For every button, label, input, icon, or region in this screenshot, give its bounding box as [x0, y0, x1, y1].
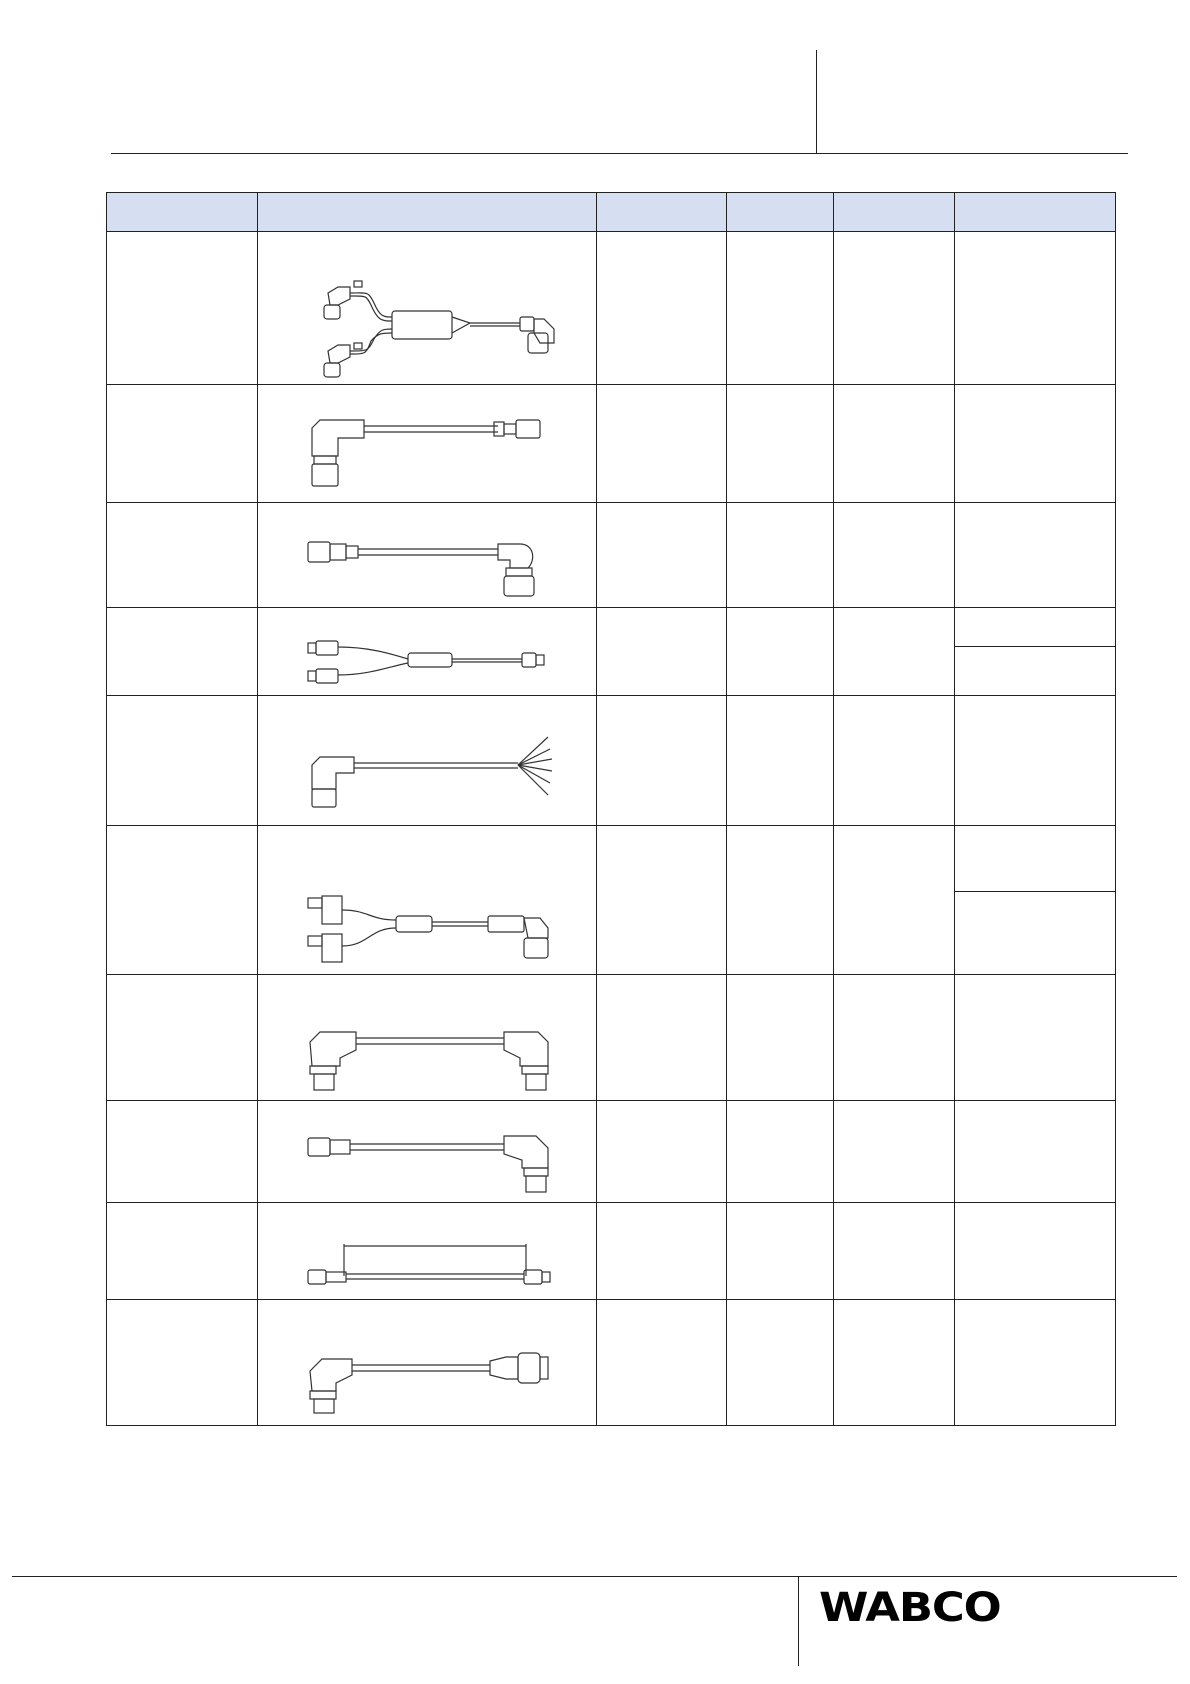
straight-cable-with-length-drawing	[258, 1204, 597, 1298]
table-cell	[833, 608, 954, 696]
table-cell	[726, 503, 833, 608]
split-cell	[954, 608, 1115, 696]
table-row	[107, 385, 1116, 503]
footer-rule	[12, 1576, 1177, 1577]
cable-drawing-cell	[258, 385, 597, 503]
column-header	[954, 193, 1115, 232]
table-cell	[954, 232, 1115, 385]
cable-drawing-cell	[258, 975, 597, 1101]
table-cell	[833, 975, 954, 1101]
table-row	[107, 608, 1116, 696]
sub-cell	[955, 647, 1115, 695]
wabco-logo: WABCO	[819, 1585, 1001, 1631]
table-cell	[597, 1101, 726, 1203]
part-number-cell	[107, 385, 258, 503]
table-cell	[833, 232, 954, 385]
part-number-cell	[107, 608, 258, 696]
y-splitter-plugs-drawing	[258, 609, 597, 694]
table-row	[107, 232, 1116, 385]
sub-cell	[955, 608, 1115, 647]
table-row	[107, 975, 1116, 1101]
angled-to-angled-cable-drawing	[258, 976, 597, 1099]
table-cell	[597, 975, 726, 1101]
sub-cell	[955, 892, 1115, 974]
table-cell	[833, 1300, 954, 1426]
y-splitter-valve-drawing	[258, 828, 597, 973]
part-number-cell	[107, 232, 258, 385]
table-cell	[597, 826, 726, 975]
table-cell	[726, 1101, 833, 1203]
table-row	[107, 503, 1116, 608]
table-cell	[833, 826, 954, 975]
sub-cell	[955, 826, 1115, 892]
table-cell	[833, 1203, 954, 1300]
cable-drawing-cell	[258, 232, 597, 385]
table-row	[107, 826, 1116, 975]
cable-drawing-cell	[258, 1300, 597, 1426]
part-number-cell	[107, 1300, 258, 1426]
table-cell	[726, 1300, 833, 1426]
table-cell	[726, 385, 833, 503]
cable-drawing-cell	[258, 826, 597, 975]
column-header	[107, 193, 258, 232]
straight-to-angled-cable-drawing	[258, 1102, 597, 1201]
column-header	[726, 193, 833, 232]
table-cell	[597, 232, 726, 385]
part-number-cell	[107, 975, 258, 1101]
table-cell	[954, 503, 1115, 608]
table-cell	[954, 1300, 1115, 1426]
table-cell	[833, 503, 954, 608]
part-number-cell	[107, 826, 258, 975]
table-cell	[954, 1101, 1115, 1203]
header-rule	[111, 153, 1128, 154]
table-cell	[726, 975, 833, 1101]
part-number-cell	[107, 1203, 258, 1300]
table-cell	[597, 608, 726, 696]
table-row	[107, 696, 1116, 826]
table-cell	[597, 1300, 726, 1426]
part-number-cell	[107, 1101, 258, 1203]
column-header	[258, 193, 597, 232]
split-cell	[954, 826, 1115, 975]
table-row	[107, 1101, 1116, 1203]
cable-drawing-cell	[258, 1101, 597, 1203]
table-row	[107, 1300, 1116, 1426]
table-cell	[597, 1203, 726, 1300]
table-cell	[597, 385, 726, 503]
table-cell	[726, 826, 833, 975]
angled-to-bayonet-cable-drawing	[258, 1301, 597, 1424]
table-cell	[833, 1101, 954, 1203]
cable-drawing-cell	[258, 503, 597, 608]
table-cell	[954, 1203, 1115, 1300]
column-header	[833, 193, 954, 232]
part-number-cell	[107, 696, 258, 826]
table-cell	[954, 975, 1115, 1101]
column-header	[597, 193, 726, 232]
table-cell	[597, 696, 726, 826]
straight-plug-cable-drawing	[258, 504, 597, 606]
angled-socket-cable-drawing	[258, 386, 597, 501]
cable-drawing-cell	[258, 1203, 597, 1300]
table-cell	[954, 696, 1115, 826]
table-cell	[726, 608, 833, 696]
table-cell	[833, 385, 954, 503]
table-cell	[597, 503, 726, 608]
table-header-row	[107, 193, 1116, 232]
cable-drawing-cell	[258, 696, 597, 826]
table-cell	[726, 696, 833, 826]
table-row	[107, 1203, 1116, 1300]
table-cell	[954, 385, 1115, 503]
open-wire-cable-drawing	[258, 697, 597, 824]
footer-divider	[798, 1576, 799, 1666]
cable-drawing-cell	[258, 608, 597, 696]
table-cell	[726, 232, 833, 385]
header-divider	[816, 50, 817, 153]
cable-table	[106, 192, 1116, 1426]
table-cell	[726, 1203, 833, 1300]
table-cell	[833, 696, 954, 826]
part-number-cell	[107, 503, 258, 608]
y-splitter-cable-drawing	[258, 233, 597, 383]
